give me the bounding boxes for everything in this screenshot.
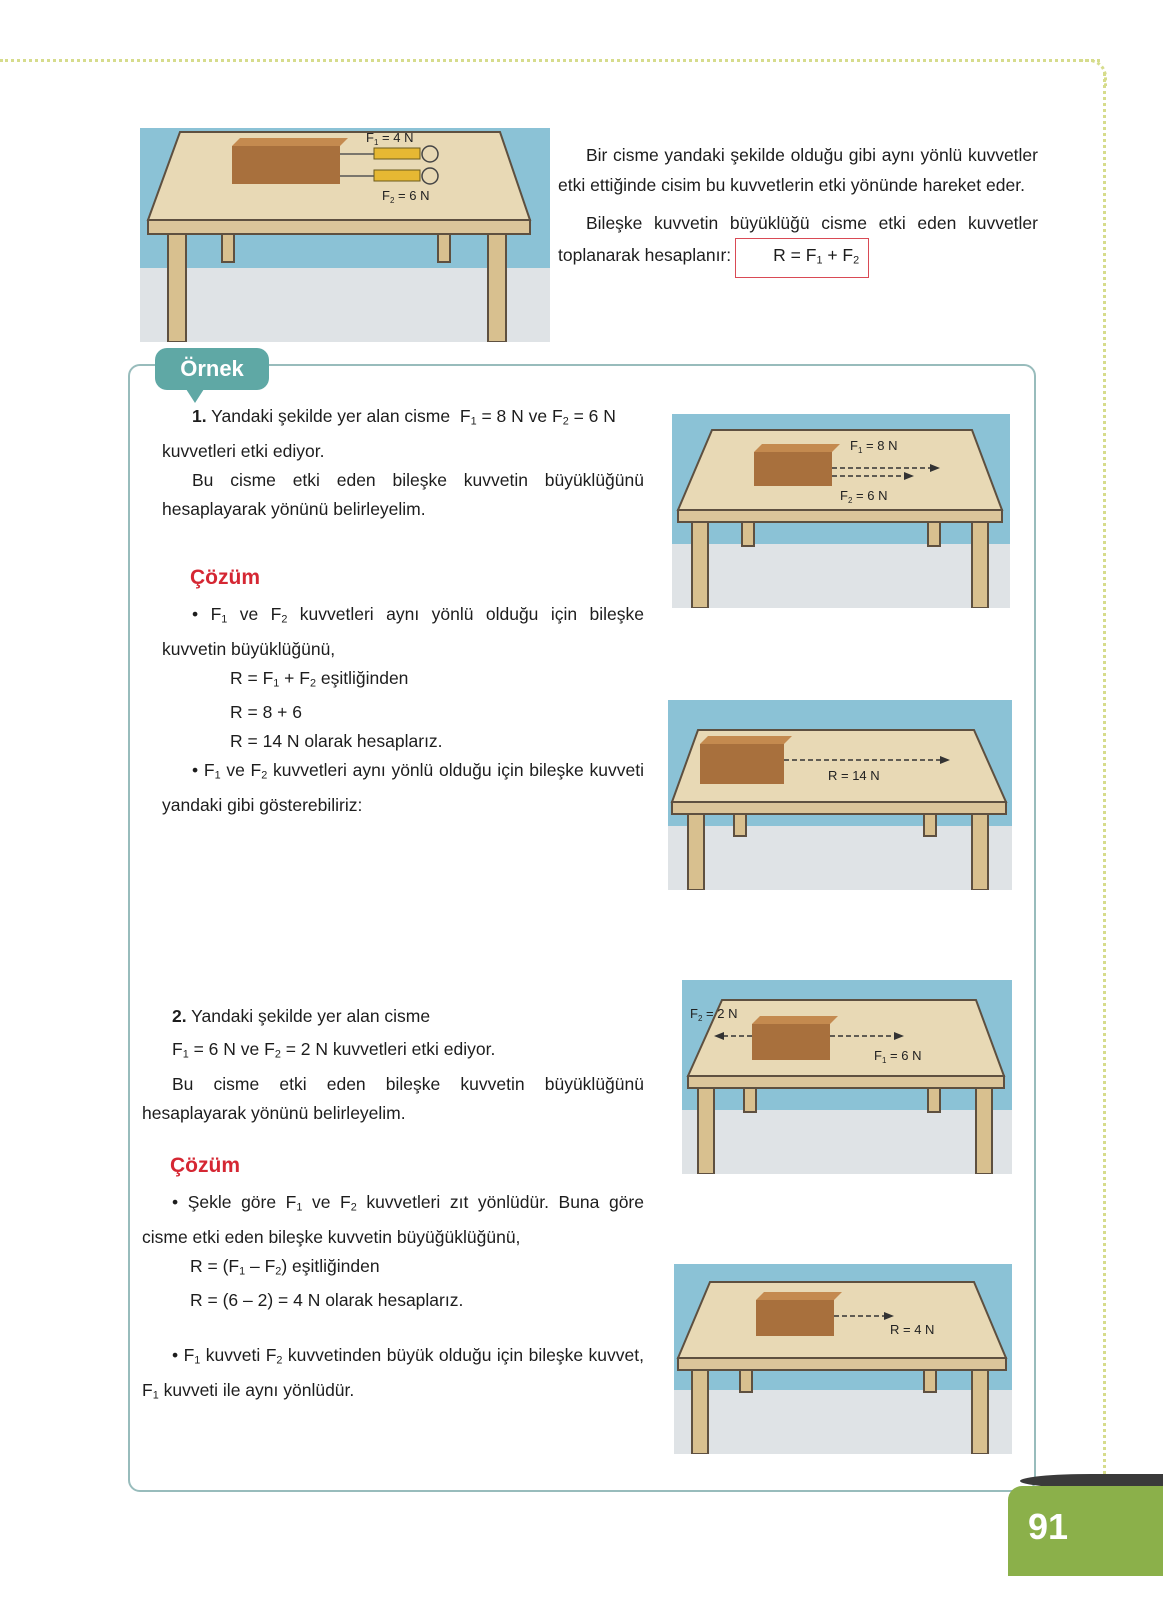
figure-label-f1: $F_1 = 4$ N <box>366 130 414 147</box>
figure-example-2-resultant <box>674 1264 1012 1454</box>
ornek-label: Örnek <box>155 348 269 390</box>
figure-label-f1: $F_1 = 8$ N <box>850 438 898 455</box>
example-2-line1: 2. Yandaki şekilde yer alan cisme <box>172 1006 431 1026</box>
figure-spring-scales <box>140 128 550 342</box>
figure-label-resultant: R = 14 N <box>828 768 880 783</box>
example-2-cozum-heading: Çözüm <box>170 1154 240 1177</box>
figure-label-f2: $F_2 = 2$ N <box>690 1006 738 1023</box>
resultant-formula-box: $R = F_1 + F_2$ <box>735 238 869 278</box>
figure-example-2-forces <box>682 980 1012 1174</box>
example-1-bullet2: • $F_1$ ve $F_2$ kuvvetleri aynı yönlü olduğu için bileşke kuvveti yandaki gibi gösterebiliriz: <box>162 760 644 816</box>
example-1-bullet1: • $F_1$ ve $F_2$ kuvvetleri aynı yönlü olduğu için bileşke kuvvetin büyüklüğünü, <box>162 604 644 659</box>
example-1-line1: 1. Yandaki şekilde yer alan cisme $F_1 = 8$ N ve $F_2 = 6$ N <box>192 406 616 428</box>
example-2-question <box>142 1002 644 1128</box>
figure-label-f1: $F_1 = 6$ N <box>874 1048 922 1065</box>
example-2-bullet1: • Şekle göre $F_1$ ve $F_2$ kuvvetleri zıt yönlüdür. Buna göre cisme etki eden bileşke kuvvetin büyüğüklüğünü, <box>142 1192 644 1247</box>
example-1-solution <box>162 600 644 820</box>
figure-example-1-forces <box>672 414 1010 608</box>
top-dotted-border <box>0 59 1100 62</box>
figure-example-1-resultant <box>668 700 1012 890</box>
figure-label-f2: $F_2 = 6$ N <box>382 188 430 205</box>
right-dotted-border <box>1103 72 1106 1482</box>
example-2-solution <box>142 1188 644 1411</box>
intro-text <box>558 140 1038 278</box>
example-1-eq3: R = 14 N olarak hesaplarız. <box>230 731 443 752</box>
page-number-tab <box>1008 1486 1163 1576</box>
figure-label-f2: $F_2 = 6$ N <box>840 488 888 505</box>
intro-paragraph-2-text: Bileşke kuvvetin büyüklüğü cisme etki eden kuvvetler toplanarak hesaplanır: <box>558 213 1038 265</box>
example-1-paragraph2: Bu cisme etki eden bileşke kuvvetin büyüklüğünü hesaplayarak yönünü belirleyelim. <box>162 469 644 519</box>
example-2-line2: $F_1 = 6$ N ve $F_2 = 2$ N kuvvetleri etki ediyor. <box>172 1039 496 1061</box>
example-2-eq1: $R = (F_1 - F_2)$ eşitliğinden <box>190 1255 380 1278</box>
intro-paragraph-2 <box>558 208 1038 278</box>
example-2-bullet2: • $F_1$ kuvveti $F_2$ kuvvetinden büyük olduğu için bileşke kuvvet, $F_1$ kuvveti ile aynı yönlüdür. <box>142 1345 644 1402</box>
ornek-label-pointer <box>186 389 204 403</box>
intro-paragraph-1: Bir cisme yandaki şekilde olduğu gibi aynı yönlü kuvvetler etki ettiğinde cisim bu kuvvetlerin etki yönünde hareket eder. <box>558 145 1038 195</box>
example-1-question <box>162 402 644 524</box>
example-1-eq2: R = 8 + 6 <box>230 702 302 723</box>
example-2-paragraph2: Bu cisme etki eden bileşke kuvvetin büyüklüğünü hesaplayarak yönünü belirleyelim. <box>142 1073 644 1123</box>
example-1-line2: kuvvetleri etki ediyor. <box>162 440 325 461</box>
example-1-eq1: $R = F_1 + F_2$ eşitliğinden <box>230 667 409 690</box>
example-2-eq2: R = (6 – 2) = 4 N olarak hesaplarız. <box>190 1290 464 1311</box>
figure-label-resultant: R = 4 N <box>890 1322 935 1337</box>
example-1-cozum-heading: Çözüm <box>190 566 260 589</box>
page-number: 91 <box>1028 1506 1069 1547</box>
